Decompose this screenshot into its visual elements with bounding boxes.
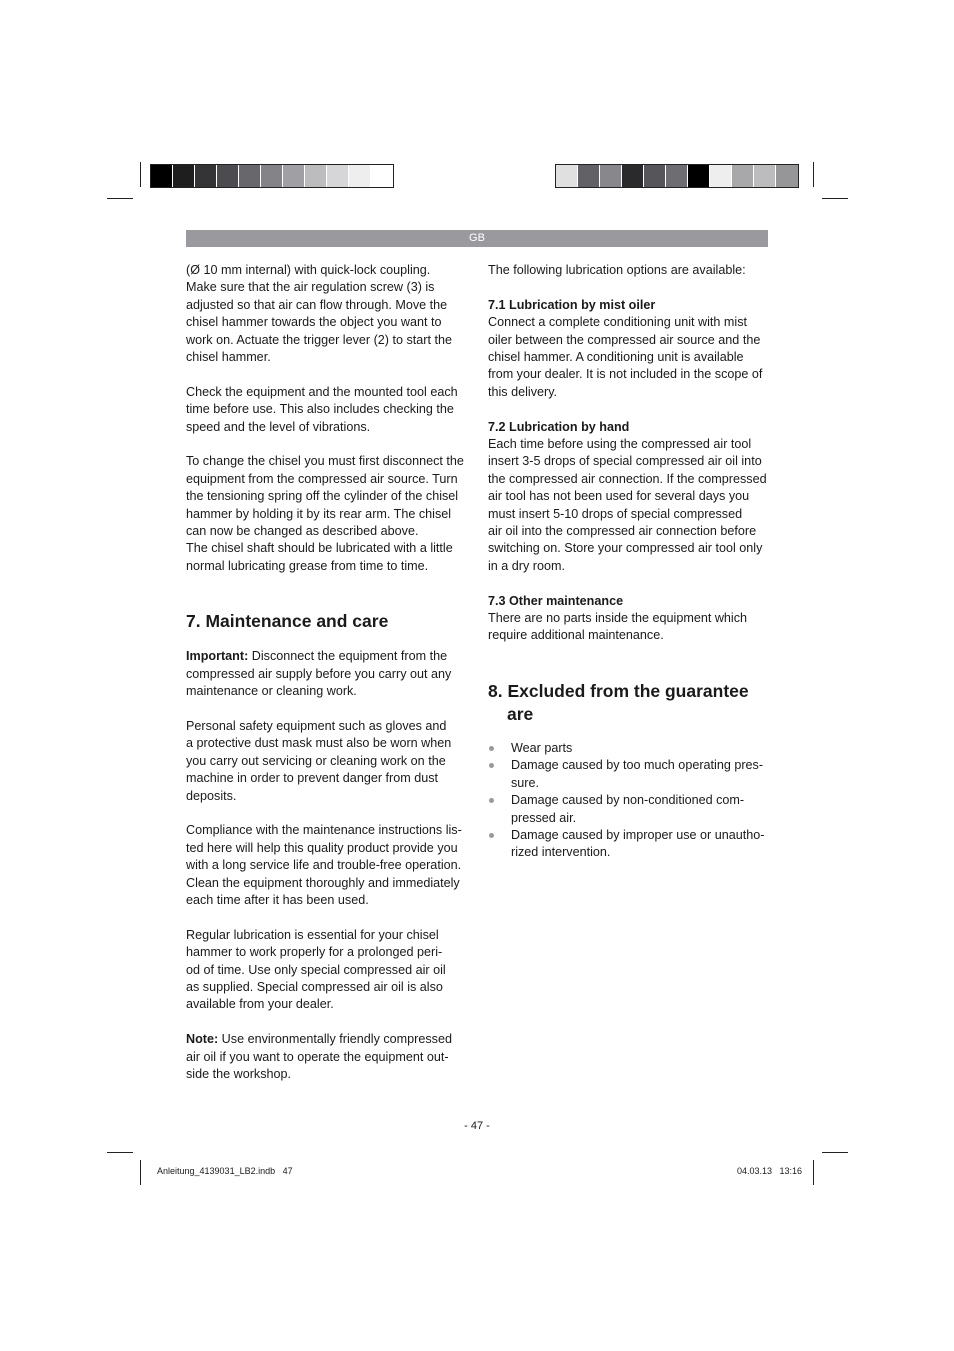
color-swatch [305, 165, 327, 187]
color-swatch [754, 165, 776, 187]
list-item [488, 792, 770, 827]
color-swatch [622, 165, 644, 187]
text-line: oiler between the compressed air source and the [488, 332, 761, 347]
color-swatch [283, 165, 305, 187]
crop-mark-top-left-h [107, 198, 133, 199]
text-line: adjusted so that air can flow through. Move the [186, 297, 448, 312]
text-line: Use environmentally friendly compressed [218, 1032, 452, 1047]
text-line: speed and the level of vibrations. [186, 419, 371, 434]
crop-mark-bottom-right-h [822, 1152, 848, 1153]
footer-filename: Anleitung_4139031_LB2.indb 47 [157, 1166, 293, 1176]
text-line: chisel hammer. [186, 350, 271, 365]
color-bar-right [555, 164, 799, 188]
list-item-line: Damage caused by improper use or unautho- [511, 827, 765, 842]
text-line: each time after it has been used. [186, 892, 369, 907]
text-line: Personal safety equipment such as gloves and [186, 718, 447, 733]
paragraph-by-hand [488, 436, 770, 575]
list-item-line: Damage caused by too much operating pres- [511, 758, 764, 773]
paragraph-important [186, 648, 468, 700]
color-swatch [195, 165, 217, 187]
bullet-icon [489, 746, 494, 751]
color-swatch [173, 165, 195, 187]
section-8-title-line1: 8. Excluded from the guarantee [488, 680, 749, 701]
text-line: chisel hammer towards the object you want to [186, 315, 442, 330]
color-swatch [261, 165, 283, 187]
crop-mark-top-left-v [140, 162, 141, 187]
text-line: deposits. [186, 788, 237, 803]
paragraph-change-chisel [186, 453, 468, 575]
color-swatch [349, 165, 371, 187]
text-line: switching on. Store your compressed air tool only [488, 541, 763, 556]
text-line: as supplied. Special compressed air oil is also [186, 979, 443, 994]
text-line: Disconnect the equipment from the [248, 649, 448, 664]
text-line: od of time. Use only special compressed air oil [186, 962, 446, 977]
paragraph-compliance [186, 822, 468, 909]
lubrication-intro: The following lubrication options are available: [488, 263, 746, 277]
text-line: from your dealer. It is not included in the scope of [488, 367, 763, 382]
text-line: the tensioning spring off the cylinder of the chisel [186, 489, 459, 504]
left-column [186, 262, 468, 1083]
list-item-line: pressed air. [511, 810, 577, 825]
text-line: To change the chisel you must first disconnect the [186, 454, 464, 469]
paragraph-safety-equipment [186, 718, 468, 805]
list-item [488, 827, 770, 862]
text-line: machine in order to prevent danger from dust [186, 771, 439, 786]
paragraph-mist-oiler [488, 314, 770, 401]
list-item [488, 757, 770, 792]
color-swatch [600, 165, 622, 187]
text-line: Check the equipment and the mounted tool each [186, 384, 458, 399]
color-swatch [688, 165, 710, 187]
text-line: Each time before using the compressed air tool [488, 437, 752, 452]
text-line: There are no parts inside the equipment which [488, 611, 748, 626]
text-line: Connect a complete conditioning unit with mist [488, 315, 748, 330]
text-line: air oil if you want to operate the equipment out- [186, 1049, 449, 1064]
color-swatch [666, 165, 688, 187]
list-item [488, 740, 770, 757]
text-line: air oil into the compressed air connection before [488, 524, 757, 539]
paragraph-connection [186, 262, 468, 366]
color-swatch [151, 165, 173, 187]
color-swatch [327, 165, 349, 187]
text-line: Compliance with the maintenance instructions lis- [186, 823, 462, 838]
text-line: ted here will help this quality product provide you [186, 840, 458, 855]
text-line: hammer to work properly for a prolonged peri- [186, 945, 443, 960]
color-swatch [578, 165, 600, 187]
text-line: equipment from the compressed air source. Turn [186, 471, 458, 486]
text-line: work on. Actuate the trigger lever (2) to start the [186, 332, 452, 347]
text-line: compressed air supply before you carry out any [186, 666, 452, 681]
text-line: with a long service life and trouble-free operation. [186, 858, 462, 873]
list-item-line: sure. [511, 775, 539, 790]
important-label: Important: [186, 649, 249, 664]
right-column [488, 262, 770, 862]
text-line: maintenance or cleaning work. [186, 684, 357, 699]
color-swatch [556, 165, 578, 187]
page-number: - 47 - [464, 1120, 490, 1132]
text-line: a protective dust mask must also be worn when [186, 736, 452, 751]
paragraph-note [186, 1031, 468, 1083]
section-7-2-title: 7.2 Lubrication by hand [488, 419, 630, 434]
text-line: can now be changed as described above. [186, 524, 419, 539]
text-line: air tool has not been used for several days you [488, 489, 750, 504]
footer-timestamp: 04.03.13 13:16 [737, 1166, 803, 1176]
note-label: Note: [186, 1032, 219, 1047]
text-line: Make sure that the air regulation screw (3) is [186, 280, 435, 295]
text-line: Clean the equipment thoroughly and immediately [186, 875, 460, 890]
color-swatch [371, 165, 393, 187]
text-line: normal lubricating grease from time to time. [186, 558, 429, 573]
list-item-line: Wear parts [511, 740, 573, 755]
paragraph-other-maintenance [488, 610, 770, 645]
text-line: must insert 5-10 drops of special compressed [488, 506, 743, 521]
text-line: in a dry room. [488, 558, 565, 573]
crop-mark-top-right-v [813, 162, 814, 187]
color-swatch [732, 165, 754, 187]
color-bar-left [150, 164, 394, 188]
crop-mark-bottom-left-h [107, 1152, 133, 1153]
color-swatch [776, 165, 798, 187]
language-label: GB [469, 232, 485, 244]
bullet-icon [489, 798, 494, 803]
bullet-icon [489, 833, 494, 838]
list-item-line: Damage caused by non-conditioned com- [511, 793, 745, 808]
paragraph-check-equipment [186, 384, 468, 436]
paragraph-regular-lubrication [186, 927, 468, 1014]
crop-mark-bottom-left-v [140, 1160, 141, 1185]
section-7-1-title: 7.1 Lubrication by mist oiler [488, 297, 656, 312]
text-line: The chisel shaft should be lubricated with a little [186, 541, 453, 556]
text-line: Regular lubrication is essential for your chisel [186, 927, 439, 942]
text-line: the compressed air connection. If the compressed [488, 471, 767, 486]
language-header-band [186, 230, 768, 247]
color-swatch [710, 165, 732, 187]
text-line: you carry out servicing or cleaning work on the [186, 753, 446, 768]
text-line: insert 3-5 drops of special compressed air oil into [488, 454, 762, 469]
color-swatch [644, 165, 666, 187]
section-7-3-title: 7.3 Other maintenance [488, 593, 624, 608]
color-swatch [239, 165, 261, 187]
section-8-title-line2: are [507, 703, 534, 724]
section-7-title: 7. Maintenance and care [186, 611, 389, 632]
text-line: time before use. This also includes checking the [186, 402, 454, 417]
text-line: available from your dealer. [186, 997, 334, 1012]
bullet-icon [489, 763, 494, 768]
guarantee-exclusion-list [488, 740, 770, 862]
section-8-title [488, 680, 770, 726]
text-line: hammer by holding it by its rear arm. The chisel [186, 506, 452, 521]
color-swatch [217, 165, 239, 187]
text-line: (Ø 10 mm internal) with quick-lock coupling. [186, 263, 431, 277]
text-line: this delivery. [488, 384, 558, 399]
text-line: chisel hammer. A conditioning unit is available [488, 350, 744, 365]
list-item-line: rized intervention. [511, 845, 611, 860]
crop-mark-top-right-h [822, 198, 848, 199]
text-line: side the workshop. [186, 1066, 292, 1081]
crop-mark-bottom-right-v [813, 1160, 814, 1185]
text-line: require additional maintenance. [488, 628, 664, 643]
